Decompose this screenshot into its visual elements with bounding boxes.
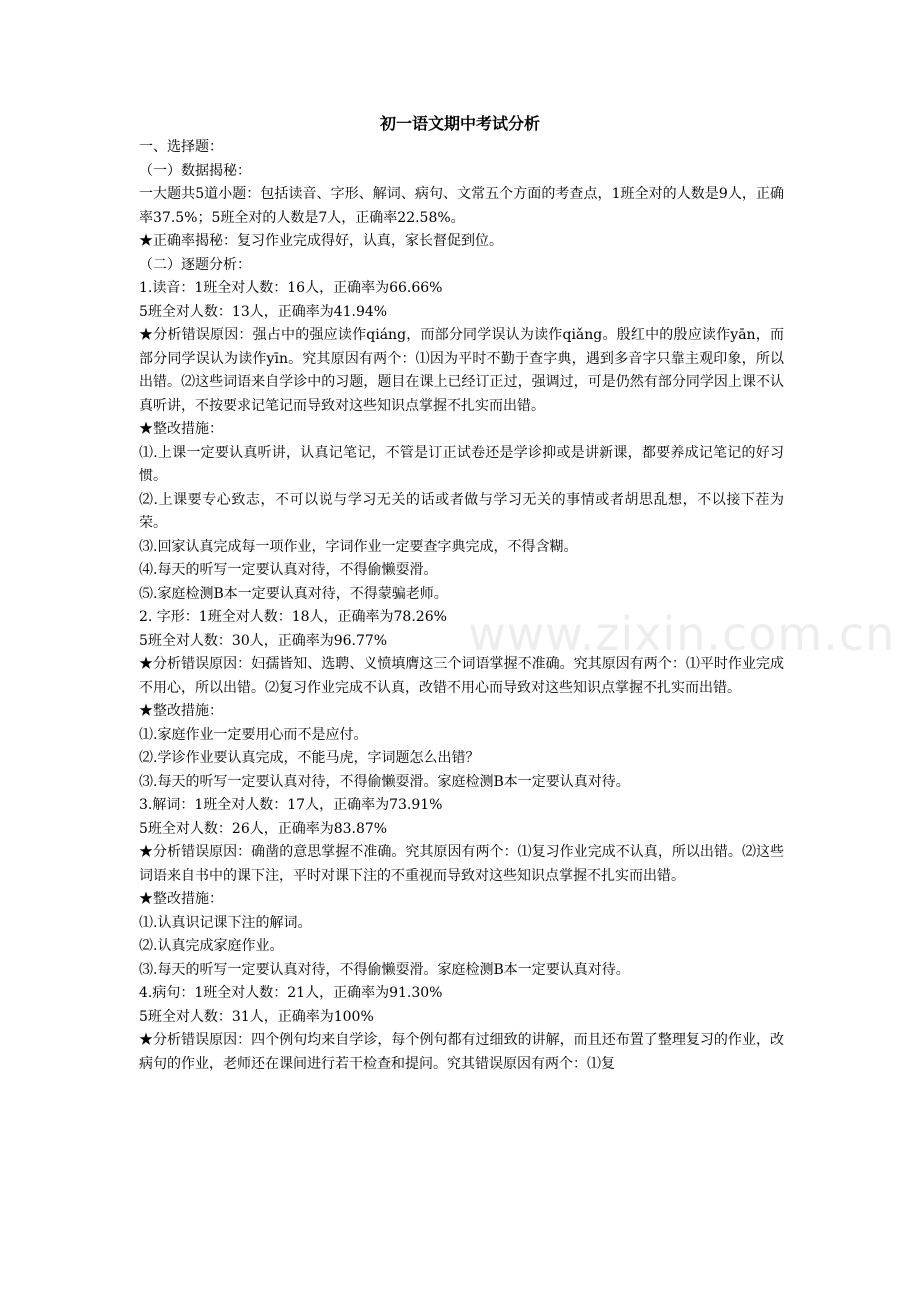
paragraph: 5班全对人数：26人，正确率为83.87% (139, 820, 388, 837)
paragraph: ⑷.每天的听写一定要认真对待，不得偷懒耍滑。 (139, 562, 438, 578)
paragraph: ⑶.回家认真完成每一项作业，字词作业一定要查字典完成，不得含糊。 (139, 538, 578, 555)
paragraph: ⑵.学诊作业要认真完成，不能马虎，字词题怎么出错？ (139, 750, 480, 766)
paragraph: ★正确率揭秘：复习作业完成得好，认真，家长督促到位。 (139, 233, 503, 249)
paragraph: ⑵.上课要专心致志，不可以说与学习无关的话或者做与学习无关的事情或者胡思乱想，不以接下茬为荣。 (139, 491, 784, 531)
paragraph: ★整改措施： (139, 421, 223, 437)
paragraph: ★分析错误原因：强占中的强应读作qiáng，而部分同学误认为读作qiǎng。殷红中的殷应读作yān，而部分同学误认为读作yīn。究其原因有两个：⑴因为平时不勤于查字典，遇到多音字只靠主观印象，所以出错。⑵这些词语来自学诊中的习题，题目在课上已经订正过，强调过，可是仍然有部分同学因上课不认真听讲，不按要求记笔记而导致对这些知识点掌握不扎实而出错。 (139, 327, 784, 414)
paragraph: ⑴.家庭作业一定要用心而不是应付。 (139, 726, 368, 743)
paragraph: ★分析错误原因：妇孺皆知、选聘、义愤填膺这三个词语掌握不准确。究其原因有两个：⑴平时作业完成不用心，所以出错。⑵复习作业完成不认真，改错不用心而导致对这些知识点掌握不扎实而出错。 (139, 656, 784, 696)
paragraph: 5班全对人数：30人，正确率为96.77% (139, 632, 388, 649)
paragraph: 5班全对人数：13人，正确率为41.94% (139, 303, 388, 320)
paragraph: ⑸.家庭检测B本一定要认真对待，不得蒙骗老师。 (139, 585, 448, 602)
paragraph: ⑵.认真完成家庭作业。 (139, 938, 284, 954)
paragraph: ⑶.每天的听写一定要认真对待，不得偷懒耍滑。家庭检测B本一定要认真对待。 (139, 961, 630, 978)
subsection-heading: （二）逐题分析： (139, 256, 251, 273)
paragraph: ★整改措施： (139, 703, 223, 719)
subsection-heading: （一）数据揭秘： (139, 162, 251, 179)
document-title: 初一语文期中考试分析 (379, 114, 540, 133)
paragraph: ⑴.认真识记课下注的解词。 (139, 914, 312, 931)
paragraph: 3.解词：1班全对人数：17人，正确率为73.91% (139, 797, 443, 813)
paragraph: 1.读音：1班全对人数：16人，正确率为66.66% (139, 280, 443, 296)
paragraph: ⑴.上课一定要认真听讲，认真记笔记，不管是订正试卷还是学诊抑或是讲新课，都要养成记笔记的好习惯。 (139, 444, 784, 484)
paragraph: ★分析错误原因：四个例句均来自学诊，每个例句都有过细致的讲解，而且还布置了整理复习的作业，改病句的作业，老师还在课间进行若干检查和提问。究其错误原因有两个：⑴复 (139, 1032, 784, 1072)
section-heading: 一、选择题： (139, 139, 223, 155)
paragraph: ★分析错误原因：确凿的意思掌握不准确。究其原因有两个：⑴复习作业完成不认真，所以出错。⑵这些词语来自书中的课下注，平时对课下注的不重视而导致对这些知识点掌握不扎实而出错。 (139, 844, 784, 884)
paragraph: 5班全对人数：31人，正确率为100% (139, 1008, 374, 1025)
watermark: www.zixin.com.cn (468, 607, 896, 661)
paragraph: ⑶.每天的听写一定要认真对待，不得偷懒耍滑。家庭检测B本一定要认真对待。 (139, 773, 630, 790)
paragraph: 4.病句：1班全对人数：21人，正确率为91.30% (139, 985, 443, 1001)
paragraph: ★整改措施： (139, 891, 223, 907)
paragraph: 一大题共5道小题：包括读音、字形、解词、病句、文常五个方面的考查点，1班全对的人数是9人，正确率37.5%；5班全对的人数是7人，正确率22.58%。 (139, 186, 784, 226)
paragraph: 2. 字形：1班全对人数：18人，正确率为78.26% (139, 609, 447, 625)
